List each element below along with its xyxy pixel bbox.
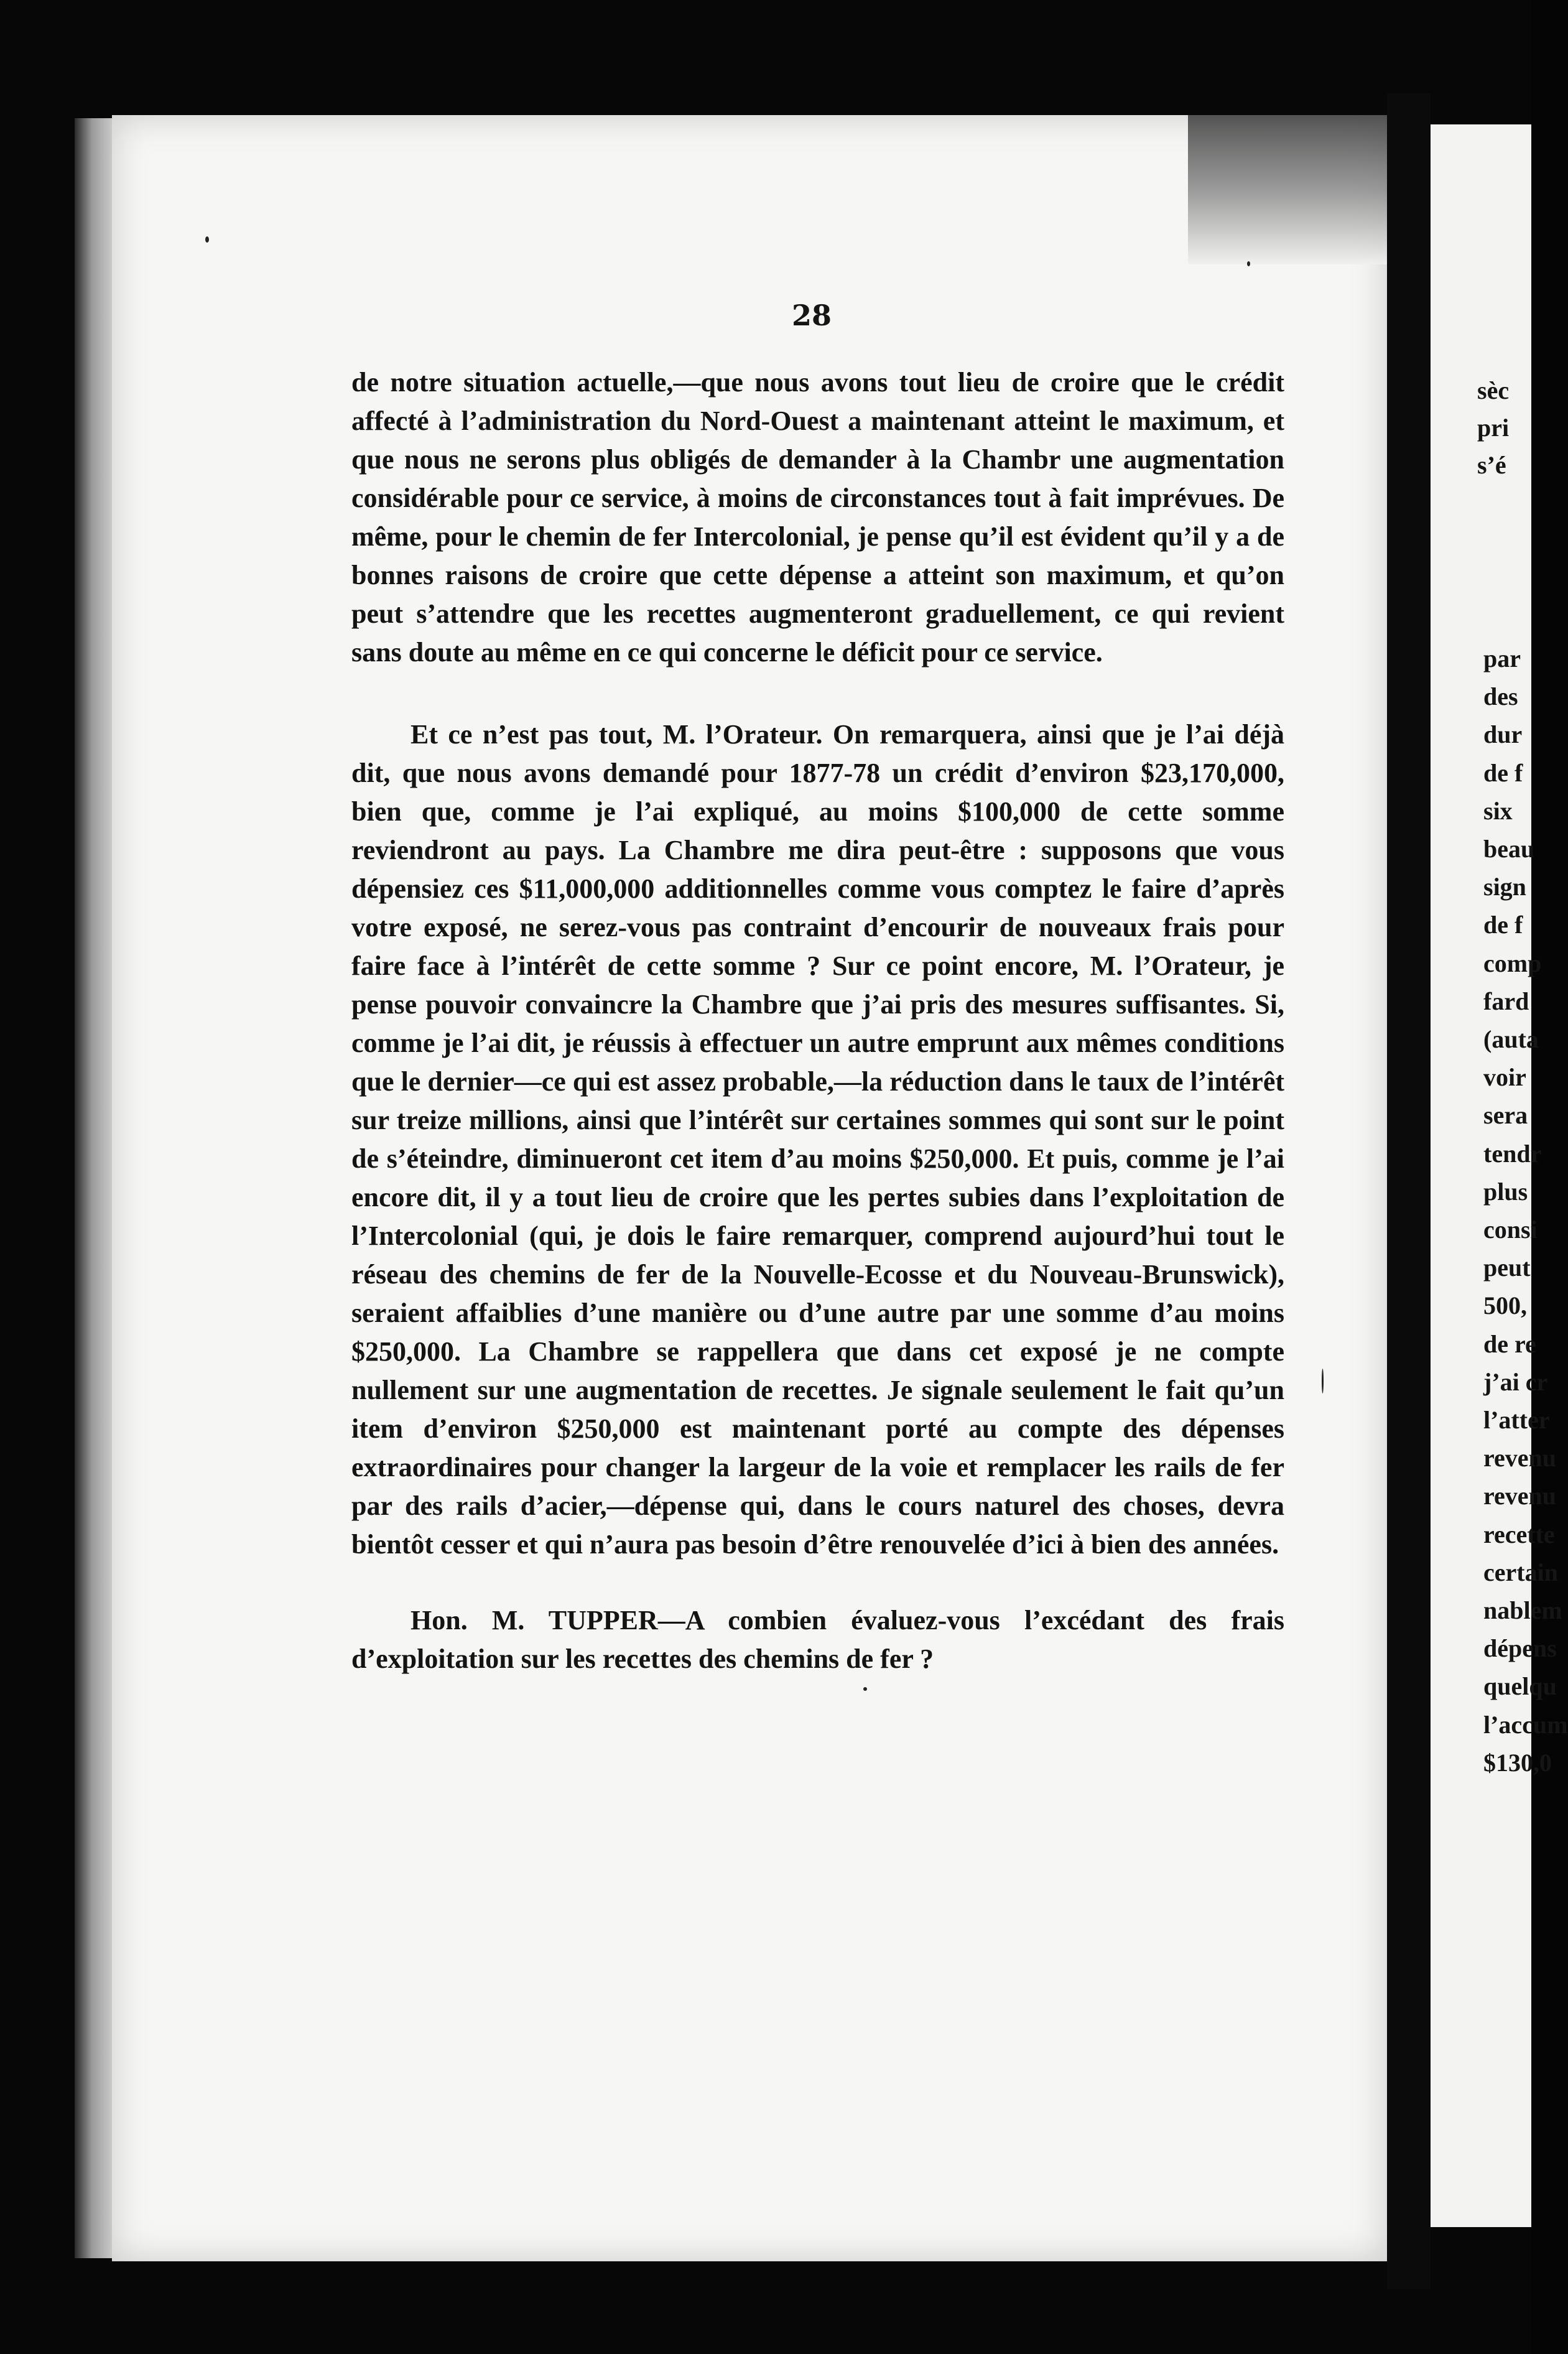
facing-fragment: fard — [1483, 987, 1529, 1015]
facing-fragment: tendr — [1483, 1139, 1542, 1168]
facing-fragment: de re — [1483, 1329, 1536, 1358]
facing-fragment: nablem — [1483, 1596, 1562, 1625]
facing-fragment: voir — [1483, 1063, 1526, 1092]
facing-fragment: peut — [1483, 1254, 1531, 1282]
page-number: 28 — [791, 299, 832, 332]
facing-page-line-fragments — [1483, 640, 1568, 1782]
scan-speck — [863, 1687, 867, 1691]
scan-speck — [205, 236, 209, 243]
facing-fragment: s’é — [1477, 451, 1506, 479]
page-corner-shadow — [1188, 115, 1387, 264]
facing-fragment: (auta — [1483, 1025, 1539, 1054]
facing-fragment: dépens — [1483, 1634, 1557, 1663]
page-body — [351, 363, 1284, 1678]
book-gutter — [1387, 93, 1431, 2289]
facing-fragment: sèc — [1477, 376, 1510, 404]
scan-speck — [1322, 1369, 1324, 1393]
facing-fragment: consi — [1483, 1216, 1538, 1244]
facing-fragment: l’accum — [1483, 1710, 1568, 1739]
facing-fragment: j’ai cr — [1483, 1367, 1548, 1396]
facing-fragment: six — [1483, 796, 1513, 825]
facing-fragment: par — [1483, 644, 1521, 672]
facing-fragment: de f — [1483, 758, 1523, 787]
facing-fragment: revenu — [1483, 1482, 1557, 1510]
facing-fragment: recette — [1483, 1520, 1555, 1548]
facing-fragment: pri — [1477, 414, 1510, 442]
facing-fragment: $130,0 — [1483, 1748, 1552, 1777]
facing-fragment: sera — [1483, 1101, 1528, 1130]
facing-fragment: sign — [1483, 873, 1526, 901]
facing-fragment: quelqu — [1483, 1672, 1557, 1701]
facing-fragment: l’atter — [1483, 1406, 1550, 1435]
facing-fragment: plus — [1483, 1177, 1528, 1206]
facing-fragment: comp — [1483, 949, 1542, 977]
facing-page-top-fragments — [1477, 372, 1509, 484]
paragraph-3: Hon. M. TUPPER—A combien évaluez-vous l’excédant des frais d’exploitation sur les recettes des chemins de fer ? — [351, 1605, 1284, 1674]
facing-fragment: revenu — [1483, 1444, 1557, 1472]
facing-fragment: de f — [1483, 911, 1523, 939]
facing-fragment: dur — [1483, 720, 1523, 749]
facing-fragment: des — [1483, 682, 1518, 711]
facing-fragment: certain — [1483, 1558, 1558, 1586]
facing-fragment: 500, — [1483, 1291, 1527, 1320]
facing-fragment: beau — [1483, 835, 1535, 863]
scan-speck — [1247, 261, 1250, 266]
paragraph-2: Et ce n’est pas tout, M. l’Orateur. On remarquera, ainsi que je l’ai déjà dit, que nous avons demandé pour 1877-78 un crédit d’environ $23,170,000, bien que, comme je l’ai expliqué, au moins $100,000 de cette somme reviendront au pays. La Chambre me dira peut-être : supposons que vous dépensiez ces $11,000,000 additionnelles comme vous comptez le faire d’après votre exposé, ne serez-vous pas contraint d’encourir de nouveaux frais pour faire face à l’intérêt de cette somme ? Sur ce point encore, M. l’Orateur, je pense pouvoir convaincre la Chambre que j’ai pris des mesures suffisantes. Si, comme je l’ai dit, je réussis à effectuer un autre emprunt aux mêmes conditions que le dernier—ce qui est assez probable,—la réduction dans le taux de l’intérêt sur treize millions, ainsi que l’intérêt sur certaines sommes qui sont sur le point de s’éteindre, diminueront cet item d’au moins $250,000. Et puis, comme je l’ai encore dit, il y a tout lieu de croire que les pertes subies dans l’exploitation de l’Intercolonial (qui, je dois le faire remarquer, comprend aujourd’hui tout le réseau des chemins de fer de la Nouvelle-Ecosse et du Nouveau-Brunswick), seraient affaiblies d’une manière ou d’une autre par une somme d’au moins $250,000. La Chambre se rappellera que dans cet exposé je ne compte nullement sur une augmentation de recettes. Je signale seulement le fait qu’un item d’environ $250,000 est maintenant porté au compte des dépenses extraordinaires pour changer la largeur de la voie et remplacer les rails de fer par des rails d’acier,—dépense qui, dans le cours naturel des choses, devra bientôt cesser et qui n’aura pas besoin d’être renouvelée d’ici à bien des années. — [351, 719, 1284, 1560]
paragraph-1: de notre situation actuelle,—que nous avons tout lieu de croire que le crédit affecté à l’administration du Nord-Ouest a maintenant atteint le maximum, et que nous ne serons plus obligés de demander à la Chambr une augmentation considérable pour ce service, à moins de circonstances tout à fait imprévues. De même, pour le chemin de fer Intercolonial, je pense qu’il est évident qu’il y a de bonnes raisons de croire que cette dépense a atteint son maximum, et qu’on peut s’attendre que les recettes augmenteront graduellement, ce qui revient sans doute au même en ce qui concerne le déficit pour ce service. — [351, 367, 1284, 668]
